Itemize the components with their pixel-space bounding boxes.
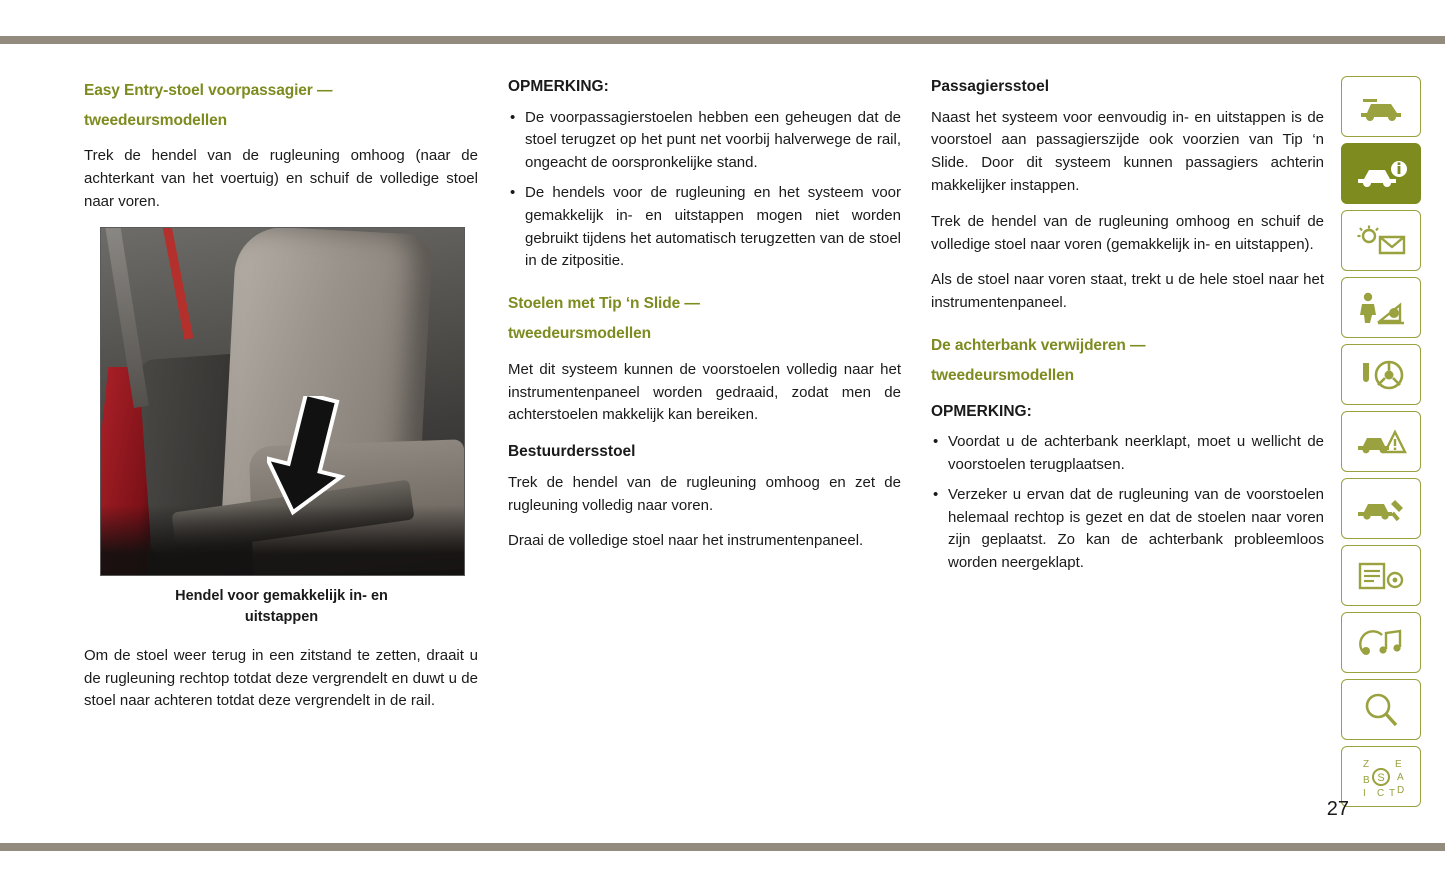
warning-triangle-icon	[1355, 426, 1407, 458]
column-two	[508, 76, 901, 713]
svg-text:Z: Z	[1363, 758, 1370, 770]
svg-text:I: I	[1363, 787, 1366, 798]
section-heading-remove-rear-bench	[931, 331, 1324, 391]
note-label-column-three: OPMERKING:	[931, 402, 1032, 420]
paragraph-easy-entry-intro: Trek de hendel van de rugleuning omhoog (naar de achterkant van het voertuig) en schuif de volledige stoel naar voren.	[84, 147, 478, 211]
note-list-column-two	[508, 107, 901, 274]
car-dashboard-icon	[1357, 91, 1405, 123]
top-rule	[0, 36, 1445, 44]
svg-text:A: A	[1397, 771, 1404, 783]
three-column-layout	[84, 76, 1324, 713]
column-one	[84, 76, 478, 713]
note-list-column-three	[931, 431, 1324, 575]
caption-line-2: uitstappen	[244, 608, 319, 625]
paragraph-tip-n-slide-intro: Met dit systeem kunnen de voorstoelen volledig naar het instrumentenpaneel worden gedraaid, zodat men de achterstoelen makkelijk kan bereiken.	[507, 360, 901, 424]
climate-control-icon	[1356, 225, 1406, 257]
list-item: • De hendels voor de rugleuning en het systeem voor gemakkelijk in- en uitstappen mogen niet worden gebruikt tijdens het automatisch terugzetten van de stoel in de zitpositie.	[508, 182, 901, 273]
list-item: • Verzeker u ervan dat de rugleuning van de voorstoelen helemaal rechtop is gezet en dat de stoelen naar voren zijn geplaatst. Zo kan de achterbank probleemloos worden neergeklapt.	[931, 484, 1324, 575]
sidebar-item-climate[interactable]	[1341, 210, 1421, 271]
sidebar-item-multimedia[interactable]	[1341, 612, 1421, 673]
sidebar-item-safety[interactable]	[1341, 277, 1421, 338]
car-info-icon	[1355, 159, 1407, 189]
column-three	[931, 76, 1324, 713]
svg-text:S: S	[1377, 771, 1385, 784]
multimedia-icon	[1356, 627, 1406, 659]
caption-line-1: Hendel voor gemakkelijk in- en	[175, 587, 388, 604]
heading-line-2: tweedeursmodellen	[84, 112, 228, 130]
paragraph-return-seat: Om de stoel weer terug in een zitstand te zetten, draait u de rugleuning rechtop totdat deze vergrendelt en duwt u de stoel naar achteren totdat deze vergrendelt in de rail.	[84, 646, 478, 710]
heading-line-2: tweedeursmodellen	[931, 367, 1075, 385]
page-number: 27	[1326, 798, 1349, 820]
figure-seat-lever	[84, 227, 478, 628]
heading-line-2: tweedeursmodellen	[507, 325, 651, 343]
svg-text:B: B	[1363, 774, 1370, 786]
sidebar-item-specifications[interactable]	[1341, 545, 1421, 606]
car-service-icon	[1355, 494, 1407, 524]
paragraph-passenger-3: Als de stoel naar voren staat, trekt u de hele stoel naar het instrumentenpaneel.	[931, 271, 1325, 312]
sidebar-item-dashboard[interactable]	[1341, 76, 1421, 137]
sidebar-item-vehicle-info[interactable]	[1341, 143, 1421, 204]
heading-line-1: De achterbank verwijderen —	[931, 337, 1146, 355]
page-content	[84, 76, 1324, 816]
index-abc-icon	[1355, 756, 1407, 798]
sidebar-item-service[interactable]	[1341, 478, 1421, 539]
heading-line-1: Easy Entry-stoel voorpassagier —	[84, 82, 333, 99]
section-icon-rail	[1341, 76, 1423, 807]
figure-caption	[100, 586, 463, 628]
sidebar-item-search[interactable]	[1341, 679, 1421, 740]
heading-line-1: Stoelen met Tip ‘n Slide —	[507, 295, 700, 313]
section-heading-easy-entry	[84, 76, 478, 136]
search-icon	[1361, 690, 1401, 730]
list-item: • Voordat u de achterbank neerklapt, moet u wellicht de voorstoelen terugplaatsen.	[931, 431, 1324, 477]
subheading-passenger-seat: Passagiersstoel	[931, 78, 1050, 95]
specifications-icon	[1356, 560, 1406, 592]
callout-arrow-icon	[267, 396, 357, 516]
list-item: • De voorpassagierstoelen hebben een geheugen dat de stoel terugzet op het punt net voorbij halverwege de rail, ongeacht de oorspronkelijke stand.	[508, 107, 901, 175]
steering-wheel-icon	[1355, 359, 1407, 391]
svg-text:D: D	[1397, 784, 1405, 796]
sidebar-item-index[interactable]	[1341, 746, 1421, 807]
sidebar-item-warning[interactable]	[1341, 411, 1421, 472]
sidebar-item-steering[interactable]	[1341, 344, 1421, 405]
paragraph-driver-seat-1: Trek de hendel van de rugleuning omhoog en zet de rugleuning volledig naar voren.	[507, 473, 901, 514]
paragraph-passenger-2: Trek de hendel van de rugleuning omhoog en schuif de volledige stoel naar voren (gemakkelijk in- en uitstappen).	[931, 212, 1325, 253]
paragraph-passenger-1: Naast het systeem voor eenvoudig in- en uitstappen is de voorstoel aan passagierszijde ook voorzien van Tip ‘n Slide. Door dit systeem kunnen passagiers achterin makkelijker instappen.	[931, 108, 1325, 195]
safety-occupant-icon	[1356, 291, 1406, 325]
photo-seat-interior	[100, 227, 465, 576]
svg-text:E: E	[1395, 758, 1402, 770]
section-heading-tip-n-slide	[508, 289, 901, 349]
svg-text:T: T	[1389, 787, 1396, 798]
note-label-column-two: OPMERKING:	[507, 78, 609, 95]
bottom-rule	[0, 843, 1445, 851]
svg-text:C: C	[1377, 787, 1385, 798]
paragraph-driver-seat-2: Draai de volledige stoel naar het instrumentenpaneel.	[507, 532, 864, 550]
subheading-driver-seat: Bestuurdersstoel	[507, 443, 636, 461]
